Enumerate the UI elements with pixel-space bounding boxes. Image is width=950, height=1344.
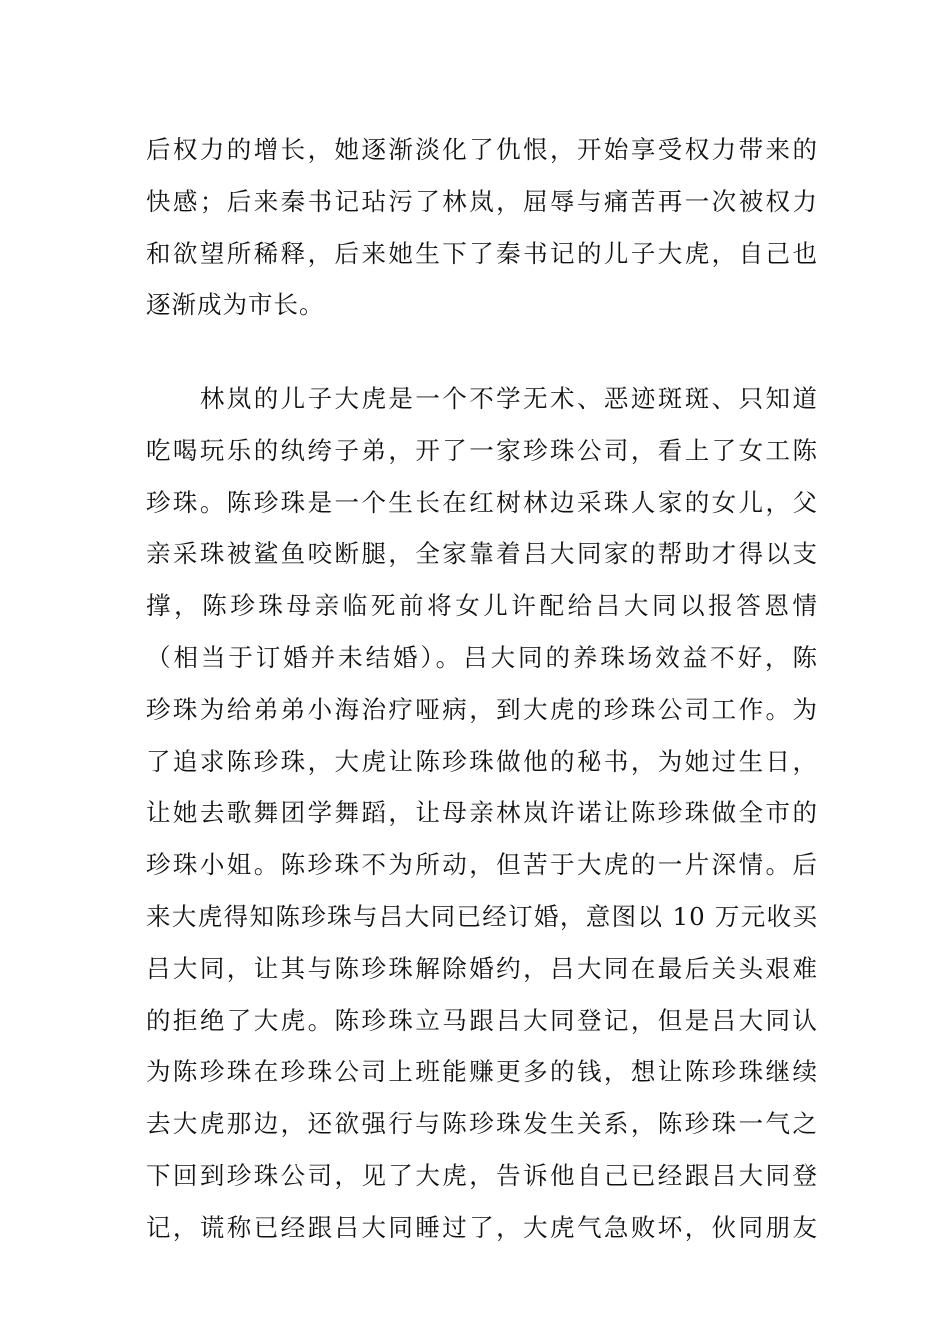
text-line: 记，谎称已经跟吕大同睡过了，大虎气急败坏，伙同朋友	[146, 1212, 818, 1242]
text-line: 逐渐成为市长。	[146, 290, 325, 320]
text-line: 来大虎得知陈珍珠与吕大同已经订婚，意图以 10 万元收买	[146, 901, 818, 931]
text-line: 下回到珍珠公司，见了大虎，告诉他自己已经跟吕大同登	[146, 1160, 818, 1190]
text-line: 林岚的儿子大虎是一个不学无术、恶迹斑斑、只知道	[146, 384, 818, 413]
text-line: 珍珠小姐。陈珍珠不为所动，但苦于大虎的一片深情。后	[146, 850, 818, 880]
text-line: （相当于订婚并未结婚）。吕大同的养珠场效益不好，陈	[146, 642, 818, 672]
paragraph-1	[146, 124, 818, 331]
paragraph-2	[146, 373, 818, 1254]
text-line: 后权力的增长，她逐渐淡化了仇恨，开始享受权力带来的	[146, 135, 818, 164]
text-line: 吕大同，让其与陈珍珠解除婚约，吕大同在最后关头艰难	[146, 953, 818, 983]
text-line: 撑，陈珍珠母亲临死前将女儿许配给吕大同以报答恩情	[146, 591, 818, 621]
text-line: 吃喝玩乐的纨绔子弟，开了一家珍珠公司，看上了女工陈	[146, 435, 818, 465]
text-line: 了追求陈珍珠，大虎让陈珍珠做他的秘书，为她过生日，	[146, 746, 818, 776]
text-line: 亲采珠被鲨鱼咬断腿，全家靠着吕大同家的帮助才得以支	[146, 539, 818, 569]
text-line: 为陈珍珠在珍珠公司上班能赚更多的钱，想让陈珍珠继续	[146, 1057, 818, 1087]
text-line: 和欲望所稀释，后来她生下了秦书记的儿子大虎，自己也	[146, 238, 818, 268]
text-line: 珍珠为给弟弟小海治疗哑病，到大虎的珍珠公司工作。为	[146, 694, 818, 724]
text-line: 珍珠。陈珍珠是一个生长在红树林边采珠人家的女儿，父	[146, 487, 818, 517]
text-line: 快感；后来秦书记玷污了林岚，屈辱与痛苦再一次被权力	[146, 186, 818, 216]
text-line: 让她去歌舞团学舞蹈，让母亲林岚许诺让陈珍珠做全市的	[146, 798, 818, 828]
text-line: 的拒绝了大虎。陈珍珠立马跟吕大同登记，但是吕大同认	[146, 1005, 818, 1035]
text-line: 去大虎那边，还欲强行与陈珍珠发生关系，陈珍珠一气之	[146, 1109, 818, 1139]
